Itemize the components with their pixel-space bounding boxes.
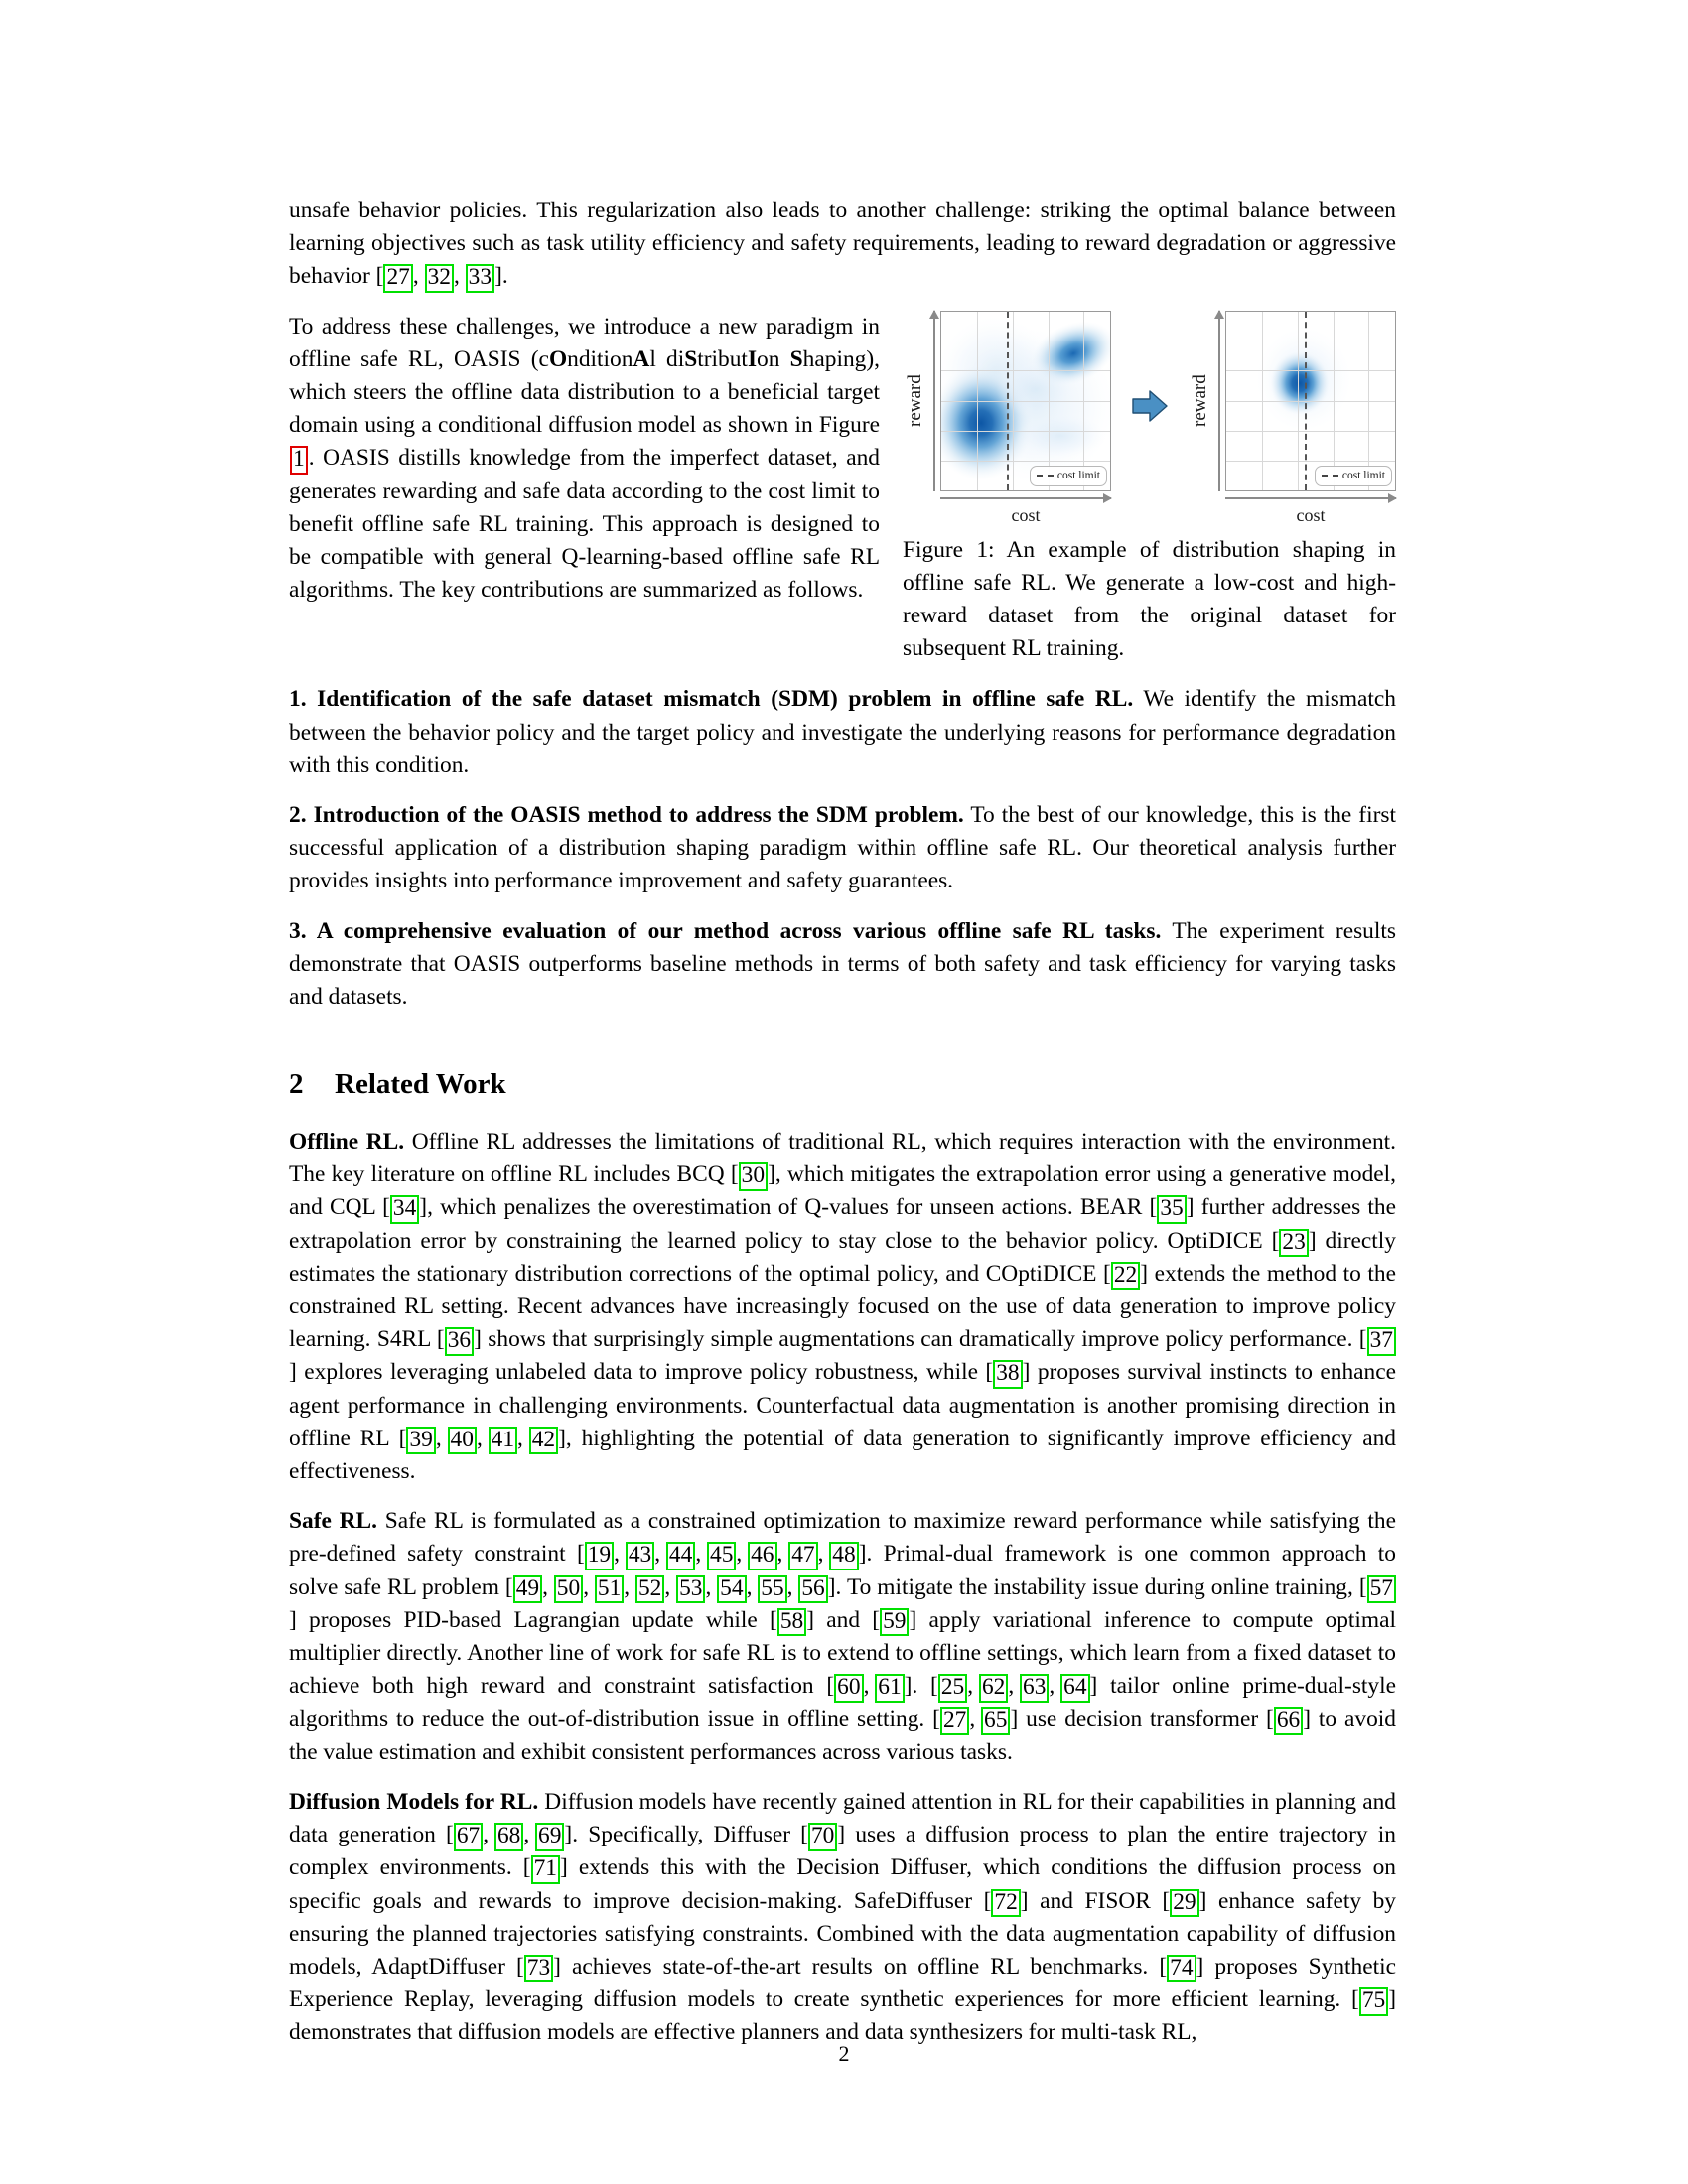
citation-33[interactable]: 33 [466, 264, 494, 292]
text-run: ] and [ [806, 1606, 881, 1633]
citation-19[interactable]: 19 [585, 1542, 614, 1570]
gridline-horizontal [941, 370, 1110, 371]
section-title: Related Work [335, 1068, 506, 1101]
citation-45[interactable]: 45 [707, 1542, 736, 1570]
gridline-horizontal [1226, 431, 1395, 432]
citation-35[interactable]: 35 [1157, 1195, 1186, 1223]
figure-caption-text: An example of distribution shaping in offline safe RL. We generate a low-cost and high-reward dataset from the original dataset for subsequent RL training. [903, 536, 1396, 662]
citation-group: 25 , 62 , 63 , 64 [938, 1670, 1090, 1703]
acronym-letter-A: A [633, 345, 650, 372]
paragraph-oasis-intro [289, 311, 880, 608]
citation-30[interactable]: 30 [739, 1162, 768, 1190]
acronym-letter-I: I [747, 345, 758, 372]
citation-72[interactable]: 72 [991, 1889, 1020, 1917]
text-run: ] proposes PID-based Lagrangian update while [ [289, 1606, 777, 1633]
citation-22[interactable]: 22 [1111, 1262, 1140, 1290]
citation-48[interactable]: 48 [829, 1542, 858, 1570]
plot-box-original [940, 311, 1111, 491]
legend-dash-icon [1322, 475, 1338, 477]
text-run: Safe RL is formulated as a constrained optimization to maximize reward performance while satisfying the pre-defined safety constraint [ [289, 1508, 1396, 1568]
citation-49[interactable]: 49 [513, 1575, 542, 1603]
citation-42[interactable]: 42 [529, 1427, 558, 1454]
citation-32[interactable]: 32 [425, 264, 454, 292]
contribution-1 [289, 683, 1396, 782]
contribution-heading: 2. Introduction of the OASIS method to address the SDM problem. [289, 802, 964, 829]
x-axis-label: cost [1296, 504, 1326, 525]
text-run: ] directly estimates the stationary distribution corrections of the optimal policy, and COptiDICE [ [289, 1227, 1397, 1287]
citation-57[interactable]: 57 [1367, 1575, 1396, 1603]
text-run: ], which penalizes the overestimation of Q-values for unseen actions. BEAR [ [419, 1194, 1158, 1221]
text-run: ] uses a diffusion process to plan the entire trajectory in complex environments. [ [289, 1822, 1396, 1881]
citation-58[interactable]: 58 [777, 1608, 806, 1636]
figure-panel-original [903, 311, 1111, 526]
citation-73[interactable]: 73 [524, 1955, 553, 1982]
citation-52[interactable]: 52 [635, 1575, 664, 1603]
citation-74[interactable]: 74 [1167, 1955, 1196, 1982]
intro-paragraph-column [289, 311, 880, 624]
legend-label: cost limit [1056, 469, 1100, 481]
citation-44[interactable]: 44 [666, 1542, 695, 1570]
text-run: ] shows that surprisingly simple augmentations can dramatically improve policy performance. [ [474, 1326, 1367, 1353]
text-run: ] enhance safety by ensuring the planned trajectories satisfying constraints. Combined with the data augmentation capability of diffusion models, AdaptDiffuser [ [289, 1887, 1397, 1979]
subheading-safe-rl: Safe RL. [289, 1508, 377, 1535]
subheading-diffusion: Diffusion Models for RL. [289, 1788, 539, 1815]
figure-column [903, 311, 1396, 666]
text-run: ] explores leveraging unlabeled data to improve policy robustness, while [ [289, 1359, 994, 1386]
cost-limit-line [1305, 312, 1307, 490]
citation-34[interactable]: 34 [390, 1195, 419, 1223]
citation-38[interactable]: 38 [993, 1360, 1022, 1388]
text-run: ]. Specifically, Diffuser [ [564, 1822, 808, 1848]
figure-panels-row [903, 311, 1396, 526]
text-run: ] further addresses the extrapolation error by constraining the learned policy to stay close to the behavior policy. OptiDICE [ [289, 1194, 1397, 1254]
y-axis [1213, 311, 1225, 491]
text-run: on [757, 345, 790, 372]
text-run: ], highlighting the potential of data generation to significantly improve efficiency and effectiveness. [289, 1425, 1396, 1485]
contribution-3 [289, 915, 1396, 1015]
citation-group: 60 , 61 [834, 1670, 904, 1703]
citation-46[interactable]: 46 [748, 1542, 776, 1570]
page-content [289, 195, 1396, 2067]
citation-51[interactable]: 51 [595, 1575, 624, 1603]
text-run: ], which mitigates the extrapolation error using a generative model, and CQL [ [289, 1161, 1396, 1221]
citation-37[interactable]: 37 [1367, 1327, 1396, 1355]
text-run: ] proposes Synthetic Experience Replay, leveraging diffusion models to create synthetic experiences for more efficient learning. [ [289, 1953, 1396, 2013]
citation-53[interactable]: 53 [676, 1575, 705, 1603]
citation-23[interactable]: 23 [1279, 1229, 1308, 1257]
text-run: ]. [ [904, 1673, 938, 1700]
transformation-arrow [1125, 311, 1175, 501]
citation-54[interactable]: 54 [717, 1575, 746, 1603]
citation-group: 67 , 68 , 69 [454, 1819, 565, 1851]
page-number: 2 [838, 2041, 850, 2066]
citation-41[interactable]: 41 [489, 1427, 517, 1454]
y-axis [928, 311, 940, 491]
y-axis-label: reward [905, 374, 925, 427]
x-axis [1225, 493, 1396, 504]
citation-group: 49 , 50 , 51 , 52 , 53 , 54 , 55 , 56 [513, 1571, 828, 1604]
citation-50[interactable]: 50 [554, 1575, 583, 1603]
text-run: ndition [567, 345, 633, 372]
citation-63[interactable]: 63 [1020, 1674, 1049, 1702]
acronym-letter-S2: S [789, 345, 803, 372]
paragraph-text-end: ]. [494, 263, 508, 290]
citation-group: 19 , 43 , 44 , 45 , 46 , 47 , 48 [585, 1538, 859, 1570]
panel-plot-area [1188, 311, 1396, 491]
section-number: 2 [289, 1068, 304, 1101]
citation-25[interactable]: 25 [938, 1674, 967, 1702]
gridline-horizontal [941, 401, 1110, 402]
paragraph-offline-rl [289, 1126, 1396, 1488]
contribution-body: The experiment results demonstrate that OASIS outperforms baseline methods in terms of both safety and task efficiency for varying tasks and datasets. [289, 917, 1396, 1011]
gridline-horizontal [1226, 461, 1395, 462]
figure-panel-shaped [1188, 311, 1396, 526]
y-axis-arrow [928, 311, 940, 491]
figure-caption [903, 534, 1396, 666]
text-run: Offline RL addresses the limitations of traditional RL, which requires interaction with the environment. The key literature on offline RL includes BCQ [ [289, 1129, 1396, 1188]
citation-47[interactable]: 47 [788, 1542, 817, 1570]
citation-70[interactable]: 70 [808, 1823, 837, 1850]
text-run: ] demonstrates that diffusion models are effective planners and data synthesizers for multi-task RL, [289, 1986, 1396, 2046]
text-run: l di [649, 345, 685, 372]
panel-plot-area [903, 311, 1111, 491]
paragraph-diffusion-models [289, 1786, 1396, 2050]
legend-shaped [1315, 466, 1392, 486]
citation-75[interactable]: 75 [1359, 1987, 1388, 2015]
legend-original [1030, 466, 1107, 486]
text-run: ] and FISOR [ [1020, 1887, 1171, 1914]
contribution-2 [289, 799, 1396, 898]
paragraph-safe-rl [289, 1505, 1396, 1769]
contribution-body: We identify the mismatch between the behavior policy and the target policy and investigate the underlying reasons for performance degradation with this condition. [289, 686, 1396, 778]
section-heading-related-work [289, 1067, 1396, 1102]
contribution-heading: 1. Identification of the safe dataset mismatch (SDM) problem in offline safe RL. [289, 686, 1134, 713]
citation-66[interactable]: 66 [1274, 1707, 1303, 1735]
cost-limit-line [1007, 312, 1009, 490]
citation-61[interactable]: 61 [875, 1674, 904, 1702]
acronym-letter-S: S [684, 345, 698, 372]
x-axis-label: cost [1011, 504, 1041, 525]
citation-65[interactable]: 65 [981, 1707, 1010, 1735]
text-run: tribut [697, 345, 748, 372]
citation-27[interactable]: 27 [383, 264, 412, 292]
text-run: ] extends this with the Decision Diffuser, which conditions the diffusion process on specific goals and rewards to improve decision-making. SafeDiffuser [ [289, 1854, 1397, 1914]
contribution-body: To the best of our knowledge, this is the first successful application of a distribution shaping paradigm within offline safe RL. Our theoretical analysis further provides insights into performance improvement and safety guarantees. [289, 802, 1396, 894]
citation-56[interactable]: 56 [798, 1575, 827, 1603]
text-run: ] use decision transformer [ [1010, 1706, 1274, 1732]
figure-reference-1[interactable]: 1 [290, 446, 308, 474]
citation-29[interactable]: 29 [1170, 1889, 1198, 1917]
paragraph-text: unsafe behavior policies. This regularization also leads to another challenge: striking the optimal balance between learning objectives such as task utility efficiency and safety requirements, leading to reward degradation or aggressive behavior [ [289, 198, 1396, 290]
citation-60[interactable]: 60 [834, 1674, 863, 1702]
citation-group: 39 , 40 , 41 , 42 [406, 1423, 558, 1455]
figure-1 [903, 311, 1396, 666]
text-run: ]. To mitigate the instability issue during online training, [ [827, 1573, 1367, 1600]
citation-62[interactable]: 62 [979, 1674, 1008, 1702]
text-run: Diffusion models have recently gained attention in RL for their capabilities in planning and data generation [ [289, 1788, 1396, 1848]
text-run: ]. Primal-dual framework is one common approach to solve safe RL problem [ [289, 1541, 1396, 1600]
citation-group: 27 , 65 [940, 1704, 1010, 1736]
subheading-offline-rl: Offline RL. [289, 1129, 405, 1156]
gridline-horizontal [941, 431, 1110, 432]
y-axis-label: reward [1190, 374, 1210, 427]
plot-box-shaped [1225, 311, 1396, 491]
text-run: ] to avoid the value estimation and exhibit consistent performances across various tasks. [289, 1706, 1396, 1765]
citation-67[interactable]: 67 [454, 1823, 483, 1850]
paragraph-continuation [289, 195, 1396, 294]
intro-figure-wrapper [289, 311, 1396, 666]
x-axis [940, 493, 1111, 504]
text-run: ] achieves state-of-the-art results on offline RL benchmarks. [ [553, 1953, 1168, 1979]
citation-group: 27 , 32 , 33 [383, 260, 494, 293]
legend-label: cost limit [1341, 469, 1385, 481]
citation-39[interactable]: 39 [406, 1427, 435, 1454]
citation-71[interactable]: 71 [531, 1855, 560, 1883]
legend-dash-icon [1037, 475, 1054, 477]
text-run: ] proposes survival instincts to enhance agent performance in challenging environments. Counterfactual data augmentation is another promising direction in offline RL [ [289, 1359, 1396, 1451]
right-arrow-icon [1130, 386, 1170, 426]
citation-40[interactable]: 40 [448, 1427, 477, 1454]
x-axis-arrow [1225, 493, 1396, 504]
x-axis-arrow [940, 493, 1111, 504]
text-run: ] extends the method to the constrained RL setting. Recent advances have increasingly focused on the use of data generation to improve policy learning. S4RL [ [289, 1260, 1396, 1353]
gridline-horizontal [941, 461, 1110, 462]
acronym-letter-O: O [548, 345, 568, 372]
citation-69[interactable]: 69 [535, 1823, 564, 1850]
text-run: haping), which steers the offline data distribution to a beneficial target domain using a conditional diffusion model as shown in Figure [289, 345, 880, 439]
gridline-horizontal [1226, 401, 1395, 402]
text-run: . OASIS distills knowledge from the imperfect dataset, and generates rewarding and safe data according to the cost limit to benefit offline safe RL training. This approach is designed to be compatible with general Q-learning-based offline safe RL algorithms. The key contributions are summarized as follows. [289, 445, 880, 604]
citation-55[interactable]: 55 [758, 1575, 786, 1603]
gridline-horizontal [1226, 370, 1395, 371]
text-run: ] tailor online prime-dual-style algorithms to reduce the out-of-distribution issue in offline setting. [ [289, 1673, 1396, 1732]
citation-59[interactable]: 59 [880, 1608, 909, 1636]
contribution-heading: 3. A comprehensive evaluation of our method across various offline safe RL tasks. [289, 917, 1162, 944]
citation-36[interactable]: 36 [445, 1327, 474, 1355]
y-axis-arrow [1213, 311, 1225, 491]
citation-27b[interactable]: 27 [940, 1707, 969, 1735]
citation-68[interactable]: 68 [494, 1823, 523, 1850]
citation-43[interactable]: 43 [626, 1542, 654, 1570]
text-run: To address these challenges, we introduce a new paradigm in offline safe RL, OASIS (c [289, 313, 880, 372]
figure-caption-label: Figure 1: [903, 536, 995, 563]
citation-64[interactable]: 64 [1060, 1674, 1089, 1702]
text-run: ] apply variational inference to compute optimal multiplier directly. Another line of work for safe RL is to extend to offline settings, which learn from a fixed dataset to achieve both high reward and constraint satisfaction [ [289, 1606, 1396, 1700]
